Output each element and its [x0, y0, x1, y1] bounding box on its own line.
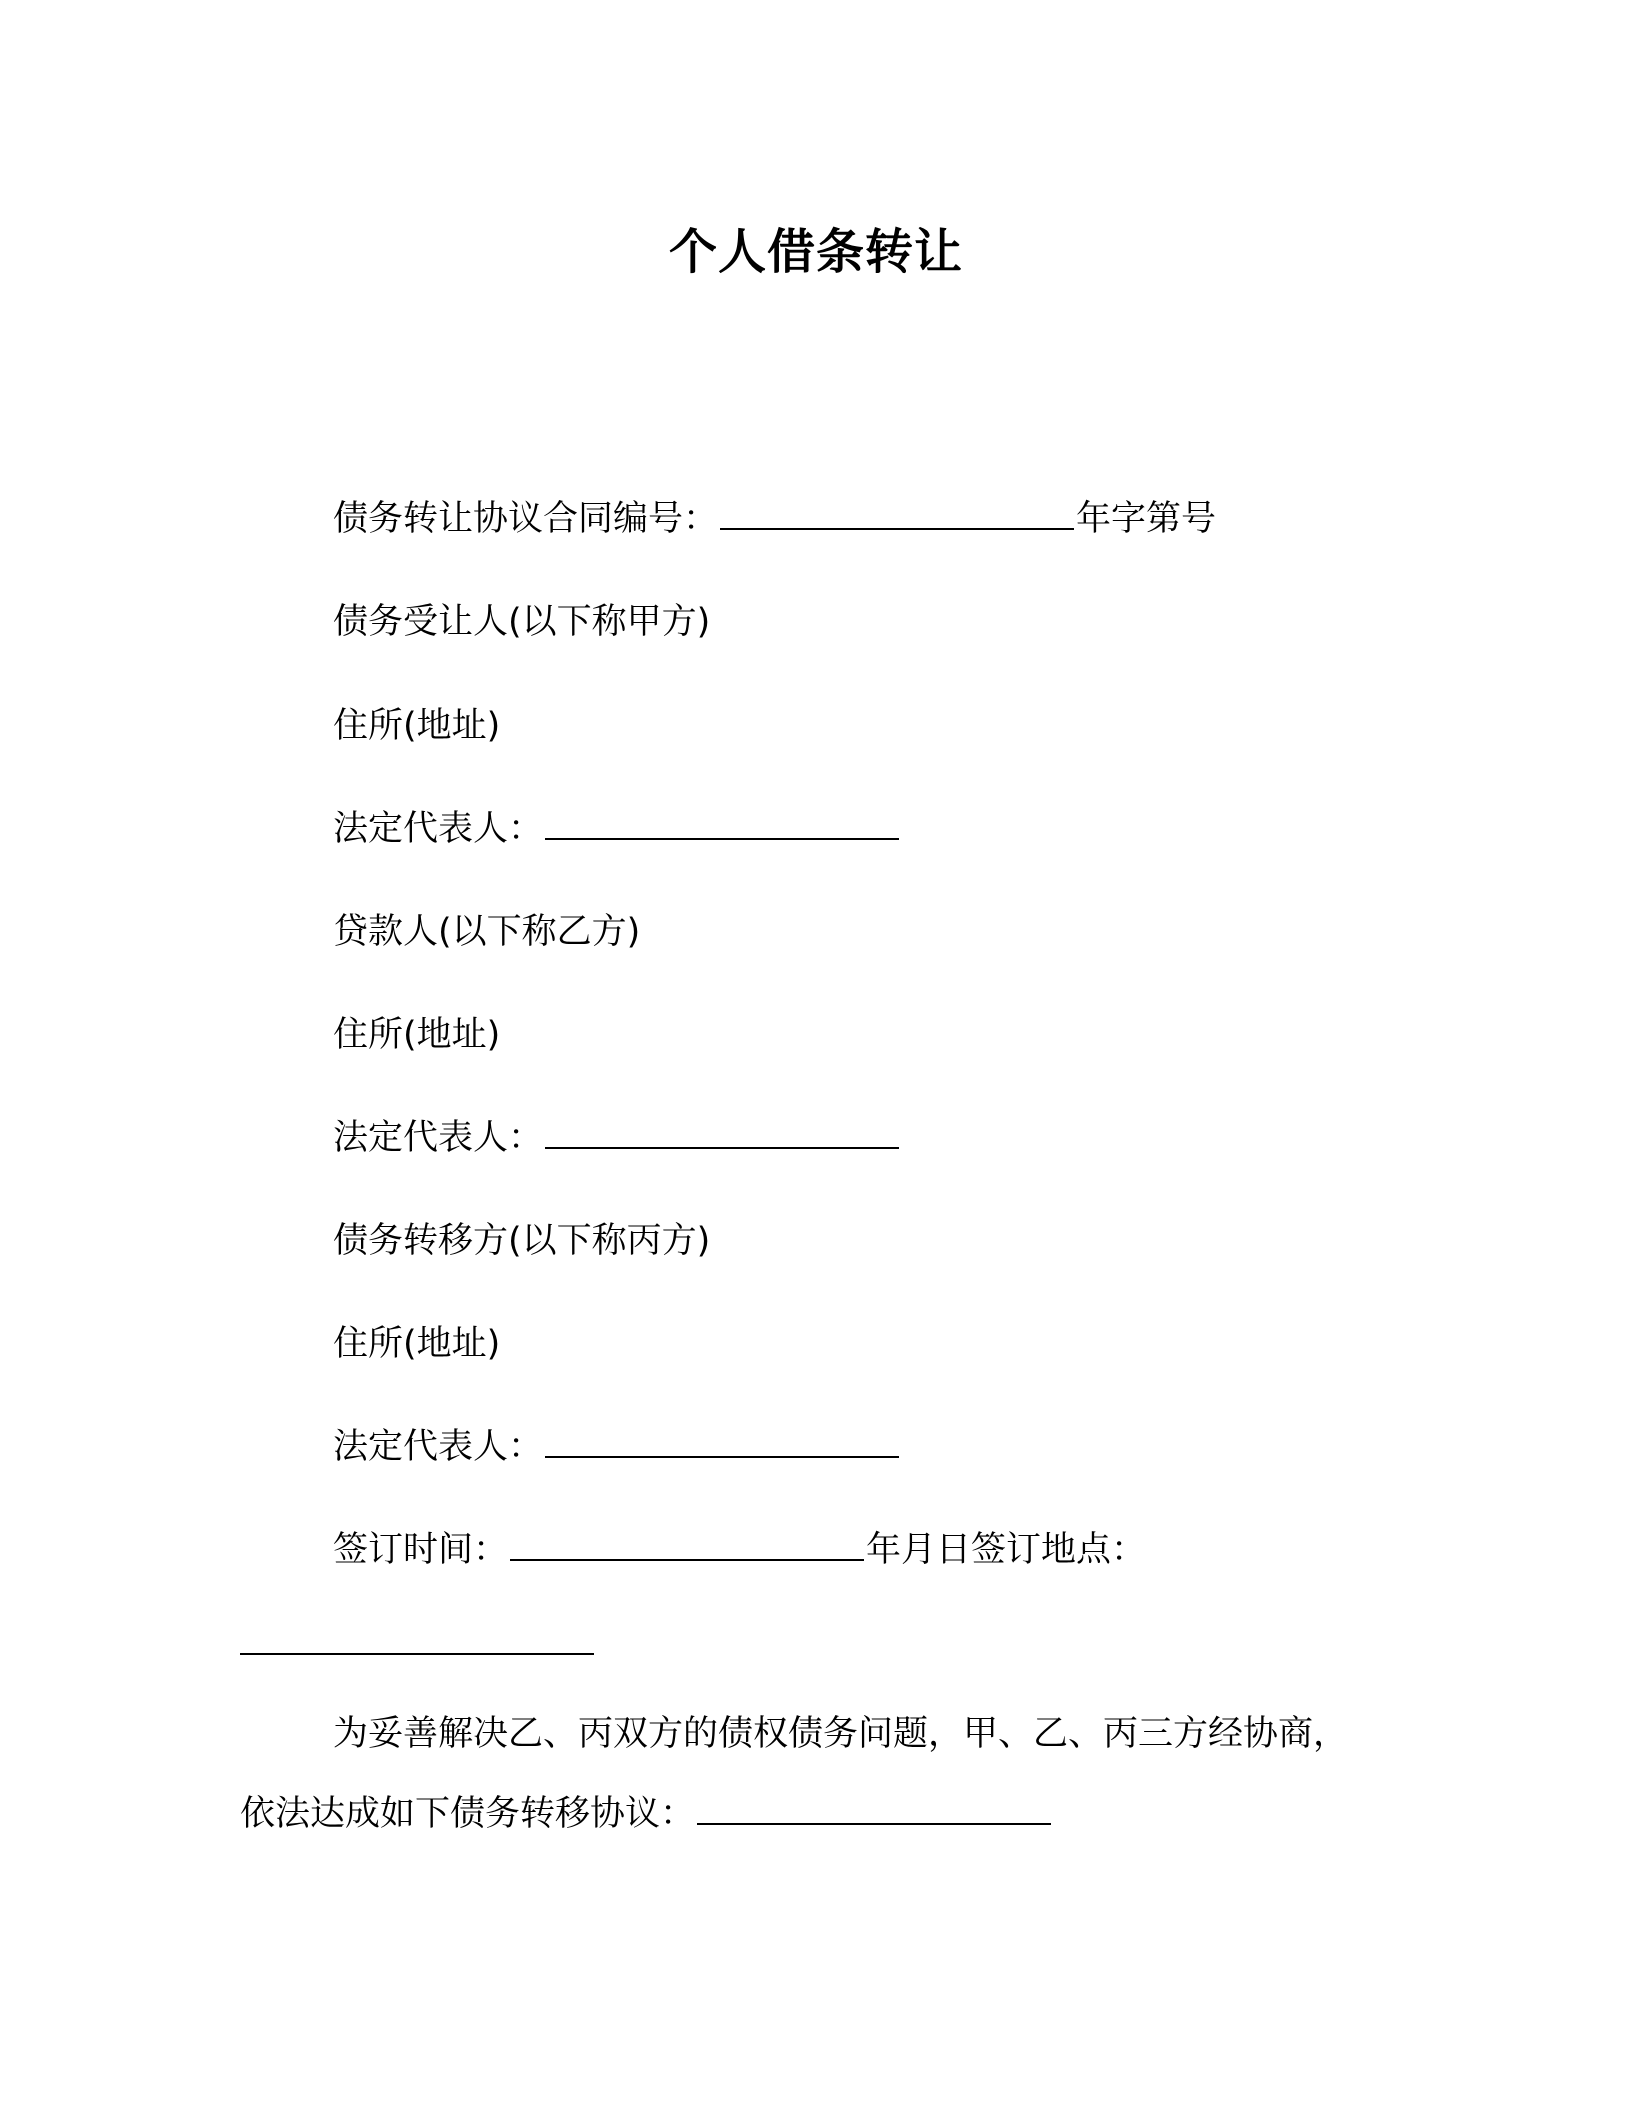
- contract-number-label: 债务转让协议合同编号：: [333, 499, 719, 539]
- party-b-address: 住所(地址): [333, 1015, 501, 1055]
- party-b-representative-label: 法定代表人：: [333, 1118, 544, 1158]
- contract-number-line: [333, 495, 1216, 543]
- party-a-label: 债务受让人(以下称甲方): [333, 602, 711, 642]
- party-c-representative-label: 法定代表人：: [333, 1427, 544, 1467]
- party-c-representative-blank: [545, 1426, 899, 1458]
- agreement-blank: [697, 1793, 1051, 1825]
- signing-place-line: [240, 1620, 596, 1668]
- party-a-representative-blank: [545, 808, 899, 840]
- party-a-representative-label: 法定代表人：: [333, 809, 544, 849]
- party-b-label: 贷款人(以下称乙方): [333, 912, 641, 952]
- body-paragraph-line-2: [240, 1790, 1053, 1838]
- party-a-address: 住所(地址): [333, 706, 501, 746]
- party-b-representative-blank: [545, 1117, 899, 1149]
- signing-line: [333, 1526, 1146, 1574]
- body-paragraph-text: 依法达成如下债务转移协议：: [240, 1794, 696, 1834]
- party-a-representative-line: [333, 805, 901, 853]
- party-c-label: 债务转移方(以下称丙方): [333, 1221, 711, 1261]
- party-c-address: 住所(地址): [333, 1324, 501, 1364]
- contract-number-suffix: 年字第号: [1076, 499, 1217, 539]
- document-title: 个人借条转让: [668, 224, 963, 280]
- signing-time-blank: [510, 1529, 864, 1561]
- signing-time-label: 签订时间：: [333, 1530, 509, 1570]
- signing-place-blank: [240, 1623, 594, 1655]
- party-b-representative-line: [333, 1114, 901, 1162]
- contract-number-blank: [720, 498, 1074, 530]
- party-c-representative-line: [333, 1423, 901, 1471]
- body-paragraph-line-1: 为妥善解决乙、丙双方的债权债务问题，甲、乙、丙三方经协商，: [333, 1714, 1349, 1754]
- signing-place-label: 年月日签订地点：: [866, 1530, 1147, 1570]
